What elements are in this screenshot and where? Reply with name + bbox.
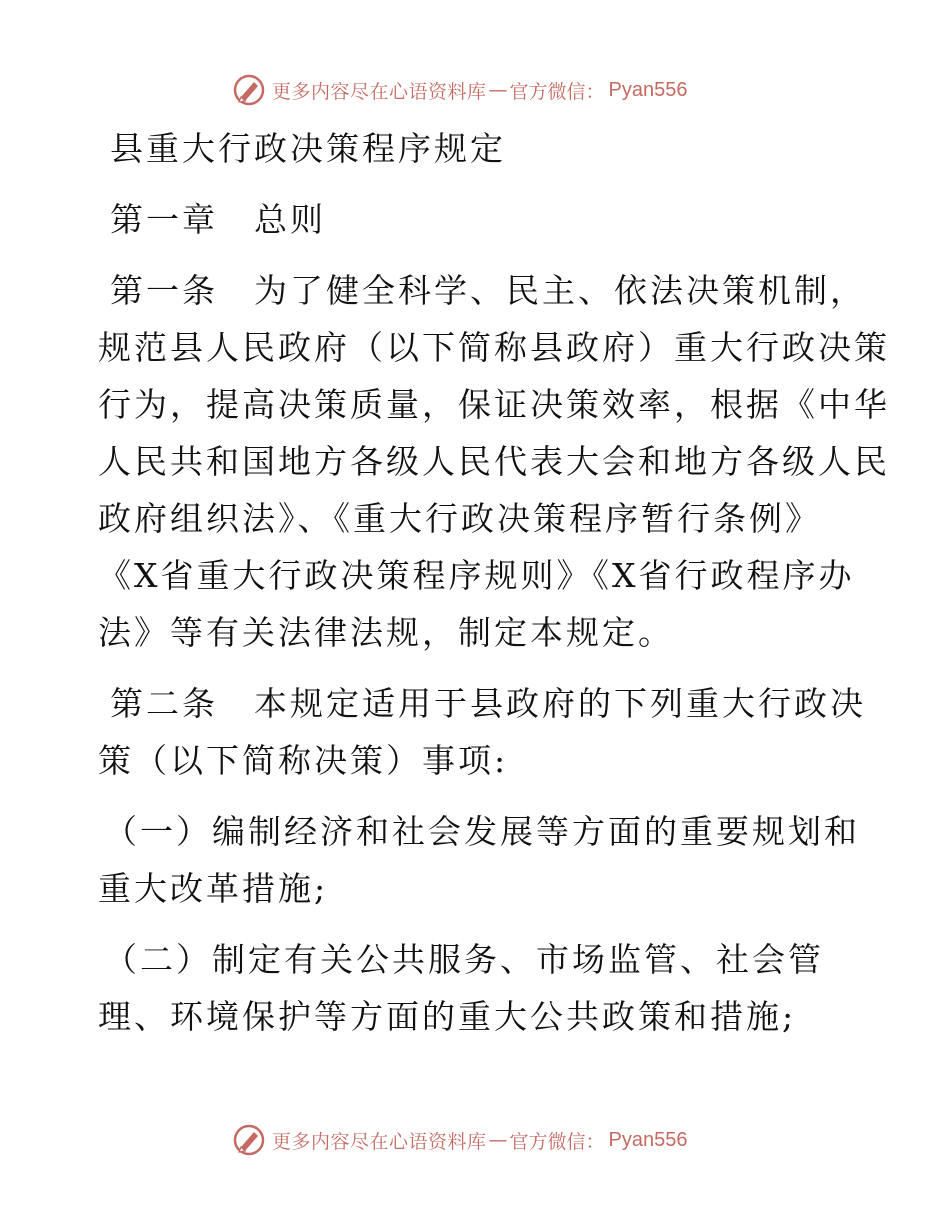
watermark-text: 更多内容尽在心语资料库 (272, 1130, 487, 1153)
list-item-1-line: 重大改革措施; (98, 869, 329, 908)
list-item-2 (98, 931, 858, 1045)
article-1-line: 政府组织法》、《重大行政决策程序暂行条例》 (98, 499, 821, 538)
watermark-separator: — (488, 79, 508, 101)
watermark-separator: — (488, 1129, 508, 1151)
pen-logo-icon (232, 73, 266, 107)
watermark-wechat-label: 官方微信： (509, 80, 605, 103)
watermark-wechat-id: Pyan556 (608, 1128, 688, 1151)
article-1-line: 行为，提高决策质量，保证决策效率，根据《中华 (98, 385, 890, 424)
pen-logo-icon (232, 1123, 266, 1157)
watermark-banner-top (232, 72, 688, 108)
article-1-line: 《X省重大行政决策程序规则》《X省行政程序办 (98, 556, 855, 595)
watermark-text: 更多内容尽在心语资料库 (272, 80, 487, 103)
article-1-line: 第一条 为了健全科学、民主、依法决策机制， (110, 271, 866, 310)
list-item-2-line: （二）制定有关公共服务、市场监管、社会管 (104, 940, 824, 979)
document-body (98, 120, 890, 1045)
list-item-1-line: （一）编制经济和社会发展等方面的重要规划和 (104, 812, 860, 851)
watermark-banner-bottom (232, 1122, 688, 1158)
article-2-line: 第二条 本规定适用于县政府的下列重大行政决 (110, 684, 866, 723)
watermark-wechat-label: 官方微信： (509, 1130, 605, 1153)
article-2 (98, 675, 866, 789)
list-item-2-line: 理、环境保护等方面的重大公共政策和措施; (98, 997, 797, 1036)
article-1-line: 规范县人民政府（以下简称县政府）重大行政决策 (98, 328, 890, 367)
article-1-line: 人民共和国地方各级人民代表大会和地方各级人民 (98, 442, 890, 481)
document-title: 县重大行政决策程序规定 (110, 129, 506, 168)
article-1-line: 法》等有关法律法规，制定本规定。 (98, 613, 674, 652)
article-1 (98, 262, 890, 661)
article-2-line: 策（以下简称决策）事项: (98, 741, 509, 780)
list-item-1 (98, 803, 858, 917)
watermark-wechat-id: Pyan556 (608, 78, 688, 101)
chapter-heading: 第一章 总则 (110, 200, 326, 239)
